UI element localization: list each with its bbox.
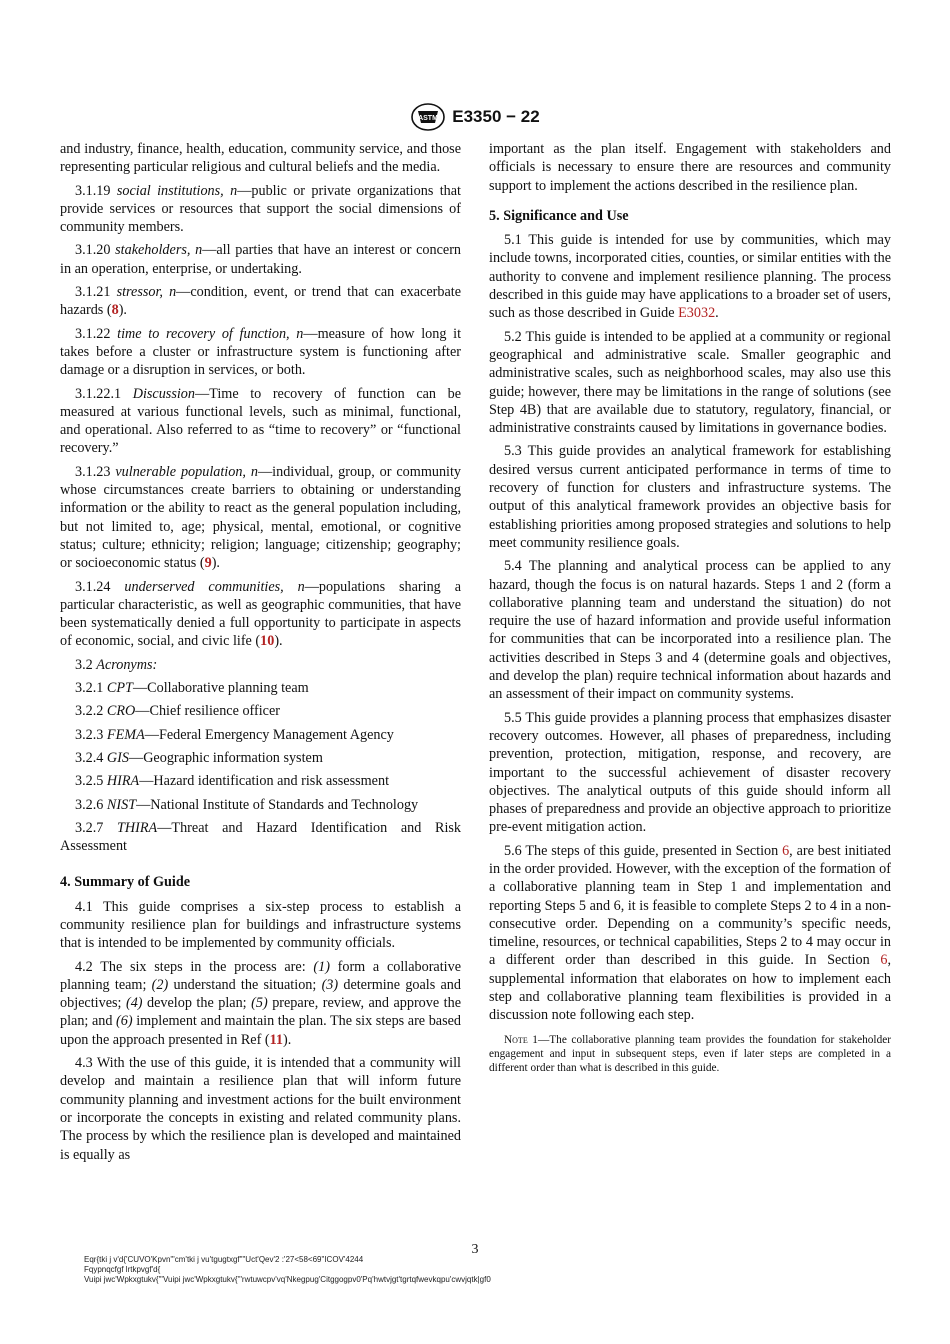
left-intro: and industry, finance, health, education, community service, and those representing particular religious and cultural beliefs and the media.	[60, 141, 461, 176]
definition-3-1-23: 3.1.23 vulnerable population, n—individual, group, or community whose circumstances create barriers to obtaining or understanding information or the ability to react as the general population including, but not limited to, age; physical, mental, emotional, or cognitive status; culture; ethnicity; religion; language; citizenship; geography; or socioeconomic status (9).	[60, 463, 462, 572]
acronym-item: 3.2.1 CPT—Collaborative planning team	[75, 680, 309, 697]
acronyms-heading: 3.2 Acronyms:	[75, 656, 158, 673]
reference-link[interactable]: 11	[269, 1031, 283, 1048]
section-5-heading: 5. Significance and Use	[489, 207, 629, 224]
license-footer	[84, 1255, 784, 1285]
paragraph-4-3: 4.3 With the use of this guide, it is intended that a community will develop and maintain a resilience plan that will inform future community planning and investment actions for the built environment or incorporate the concepts in existing and related community plans. The process by which the resilience plan is developed and maintained is equally as	[60, 1055, 461, 1163]
paragraph-5-5: 5.5 This guide provides a planning process that emphasizes disaster recovery outcomes. However, all phases of preparedness, including prevention, protection, mitigation, response, and recovery, are important to the successful achievement of disaster recovery objectives. The analytical outputs of this guide should inform all phases of preparedness and provide an objective approach to prioritize pre-event mitigation action.	[489, 709, 891, 836]
right-column	[489, 140, 891, 1075]
section-link[interactable]: 6	[880, 952, 888, 969]
reference-link[interactable]: 10	[260, 633, 275, 650]
paragraph-5-2: 5.2 This guide is intended to be applied at a community or regional geographical and administrative scale. Smaller geographic and administrative scales, such as neighborhood scales, may also use this guide; however, there may be limitations in the range of solutions (see Step 4B) that are available due to statutory, regulatory, financial, or administrative constraints caused by limitations in governance bodies.	[489, 328, 891, 437]
footer-line: Eqr{tki j v'd{'CUVO'Kpvn'"cm'tki j vu'tgugtxgf""Uct'Qev'2 :'27<58<69"ICOV'4244	[84, 1255, 364, 1264]
right-intro: important as the plan itself. Engagement with stakeholders and officials is necessary to ensure there are resources and community support to implement the actions described in the resilience plan.	[489, 141, 891, 194]
acronym-item: 3.2.7 THIRA—Threat and Hazard Identification and Risk Assessment	[60, 819, 461, 855]
paragraph-5-3: 5.3 This guide provides an analytical framework for establishing desired versus current anticipated performance in terms of time to recovery of function for clusters and infrastructure systems. The output of this analytical framework provides an objective basis for establishing priorities among proposed strategies and solutions to help meet community resilience goals.	[489, 443, 891, 551]
footer-line: Vuipi jwc'Wpkxgtukv{"'Vuipi jwc'Wpkxgtukv{'"rwtuwcpv'vq'Nkegpug'Citggogpv0'Pq'hwtvjgt'tgrtqfwevkqpu'cwvjqtk|gf0	[84, 1275, 491, 1284]
page-header	[0, 101, 950, 133]
standard-designation: E3350 − 22	[452, 107, 540, 126]
page-number: 3	[471, 1242, 479, 1257]
paragraph-4-1: 4.1 This guide comprises a six-step process to establish a community resilience plan for buildings and infrastructure systems that is intended to be implemented by community officials.	[60, 898, 461, 952]
paragraph-5-6: 5.6 The steps of this guide, presented in Section 6, are best initiated in the order provided. However, with the exception of the formation of a collaborative planning team in Step 1 and implementation and reporting Steps 5 and 6, it is feasible to complete Steps 2 to 4 in a non-consecutive order. Depending on a community’s specific needs, timeline, resources, or technical capabilities, Steps 2 to 4 may occur in a different order than described in this guide. In Section 6, supplemental information that elaborates on how to implement each step and collaborative planning team flexibilities is provided in a discussion note following each step.	[489, 842, 891, 1024]
definition-3-1-19: 3.1.19 social institutions, n—public or private organizations that provide services or resources that support the social dimensions of community members.	[60, 182, 461, 236]
definition-3-1-24: 3.1.24 underserved communities, n—populations sharing a particular characteristic, as well as geographic communities, that have been systematically denied a full opportunity to participate in aspects of economic, social, and civic life (10).	[60, 578, 461, 650]
paragraph-5-1: 5.1 This guide is intended for use by communities, which may include towns, incorporated cities, counties, or similar entities with the authority to convene and implement resilience planning. The process described in this guide may have applications to a broader set of users, such as those described in Guide E3032.	[489, 232, 891, 322]
standard-link-e3032[interactable]: E3032	[678, 305, 716, 322]
note-1: Note 1—The collaborative planning team provides the foundation for stakeholder engagement and input in subsequent steps, even if later steps are completed in a different order than what is described in this guide.	[489, 1033, 891, 1075]
left-column	[60, 140, 461, 1169]
discussion-3-1-22-1: 3.1.22.1 Discussion—Time to recovery of function can be measured at various functional levels, such as minimal, functional, and operational. Also referred to as “time to recovery” or “functional recovery.”	[60, 385, 461, 457]
paragraph-4-2: 4.2 The six steps in the process are: (1) form a collaborative planning team; (2) understand the situation; (3) determine goals and objectives; (4) develop the plan; (5) prepare, review, and approve the plan; and (6) implement and maintain the plan. The six steps are based upon the approach presented in Ref (11).	[60, 958, 461, 1048]
definition-3-1-22: 3.1.22 time to recovery of function, n—measure of how long it takes before a cluster or infrastructure system is functioning after damage or a disruption in services, or both.	[60, 325, 462, 379]
paragraph-5-4: 5.4 The planning and analytical process can be applied to any hazard, though the focus is on natural hazards. Steps 1 and 2 (form a collaborative planning team and understand the situation) do not require the use of hazard information and provide useful information for communities that can be incorporated into a resilience plan. The activities described in Steps 3 and 4 (determine goals and objectives, and develop the plan) require technical information about hazards and an assessment of their impact on community systems.	[489, 558, 891, 703]
section-link[interactable]: 6	[782, 842, 790, 859]
astm-logo-icon	[410, 102, 446, 132]
reference-link[interactable]: 9	[204, 555, 212, 572]
svg-text:ASTM: ASTM	[418, 115, 439, 122]
acronym-item: 3.2.5 HIRA—Hazard identification and risk assessment	[75, 773, 390, 790]
section-4-heading: 4. Summary of Guide	[60, 874, 191, 891]
acronym-item: 3.2.2 CRO—Chief resilience officer	[75, 703, 280, 720]
definition-3-1-21: 3.1.21 stressor, n—condition, event, or trend that can exacerbate hazards (8).	[60, 284, 461, 319]
definition-3-1-20: 3.1.20 stakeholders, n—all parties that have an interest or concern in an operation, enterprise, or undertaking.	[60, 242, 462, 277]
acronym-item: 3.2.3 FEMA—Federal Emergency Management Agency	[75, 726, 394, 743]
footer-line: Fqypnqcfgf lrtkpvgf'd{	[84, 1265, 161, 1274]
acronym-item: 3.2.4 GIS—Geographic information system	[75, 749, 323, 766]
reference-link[interactable]: 8	[111, 302, 119, 319]
acronym-item: 3.2.6 NIST—National Institute of Standards and Technology	[75, 796, 419, 813]
